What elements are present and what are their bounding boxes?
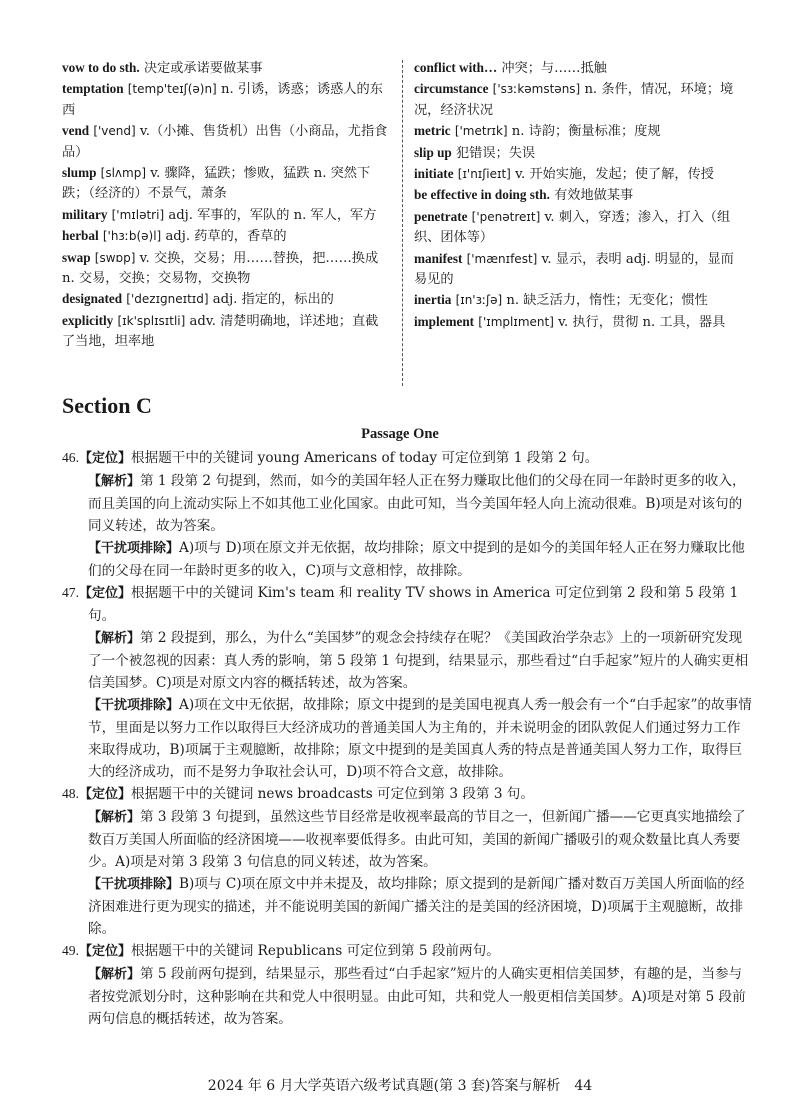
analysis-text: 第 2 段提到，那么，为什么“美国梦”的观念会持续存在呢？《美国政治学杂志》上的一项新研究发现了一个被忽视的因素：真人秀的影响，第 5 段第 1 句提到，结果显示，那些看过“白手起家”短片的人确实更相信美国梦。C)项是对原文内容的概括转述，故为答案。	[88, 630, 749, 691]
vocab-entry	[414, 79, 744, 121]
vocab-definition: 有效地做某事	[554, 188, 634, 204]
analysis-paragraph	[62, 963, 752, 1030]
vocab-definition: 犯错误；失误	[455, 145, 536, 161]
vocab-term: vend	[62, 123, 90, 139]
vocab-definition: adv. 清楚明确地，详述地；直截了当地，坦率地	[62, 313, 379, 350]
vocab-entry	[62, 226, 388, 247]
vocab-phonetic: [swɒp]	[94, 250, 136, 265]
vocab-entry	[414, 121, 744, 142]
vocab-phonetic: ['hɜːb(ə)l]	[102, 229, 162, 244]
question-locate	[62, 582, 752, 627]
vocab-term: manifest	[414, 250, 463, 266]
locate-tag: 【定位】	[79, 787, 132, 802]
locate-text: 根据题干中的关键词 Republicans 可定位到第 5 段前两句。	[131, 943, 500, 959]
vocab-phonetic: ['dezɪɡneɪtɪd]	[126, 292, 209, 307]
analysis-text: 第 3 段第 3 句提到，虽然这些节目经常是收视率最高的节目之一，但新闻广播——它更真实地描绘了数百万美国人所面临的经济困境——收视率要低得多。由此可知，美国的新闻广播吸引的观众数量比真人秀要少。A)项是对第 3 段第 3 句信息的同义转述，故为答案。	[88, 809, 746, 870]
vocab-term: initiate	[414, 166, 454, 182]
vocab-term: inertia	[414, 292, 452, 308]
vocab-definition: v. 骤降，猛跌；惨败，猛跌 n. 突然下跌；（经济的）不景气，萧条	[62, 166, 371, 202]
vocab-definition: 冲突；与……抵触	[501, 61, 607, 76]
vocab-entry	[62, 58, 388, 79]
vocab-entry	[414, 164, 744, 185]
vocab-term: conflict with…	[414, 60, 498, 75]
vocab-definition: v.（小摊、售货机）出售（小商品，尤指食品）	[62, 124, 388, 160]
distractor-text: A)项在文中无依据，故排除；原文中提到的是美国电视真人秀一般会有一个“白手起家”的故事情节，里面是以努力工作以取得巨大经济成功的普通美国人为主角的，并未说明金的团队敦促人们通过努力工作来取得成功，B)项属于主观臆断，故排除；原文中提到的是美国真人秀的特点是普通美国人努力工作，取得巨大的经济成功，而不是努力争取社会认可，D)项不符合文意，故排除。	[88, 697, 752, 780]
question-number: 47.	[62, 585, 79, 600]
analysis-paragraph	[62, 806, 752, 873]
analysis-text: 第 1 段第 2 句提到，然而，如今的美国年轻人正在努力赚取比他们的父母在同一年龄时更多的收入，而且美国的向上流动实际上不如其他工业化国家。由此可知，当今美国年轻人向上流动很难。B)项是对该句的同义转述，故为答案。	[88, 473, 746, 534]
vocab-definition: adj. 指定的，标出的	[212, 292, 334, 308]
vocab-term: implement	[414, 313, 475, 329]
vocabulary-list	[62, 58, 752, 388]
vocab-entry	[414, 249, 744, 291]
vocab-definition: n. 诗韵；衡量标准；度规	[511, 124, 661, 140]
locate-text: 根据题干中的关键词 news broadcasts 可定位到第 3 段第 3 句。	[131, 786, 534, 802]
vocab-definition: n. 缺乏活力，惰性；无变化；惯性	[506, 293, 708, 309]
vocab-definition: n. 条件，情况，环境；境况，经济状况	[414, 82, 734, 118]
vocab-phonetic: [slʌmp]	[100, 166, 147, 181]
column-divider	[402, 60, 403, 386]
locate-tag: 【定位】	[79, 586, 132, 601]
vocab-term: explicitly	[62, 312, 114, 328]
vocab-term: be effective in doing sth.	[414, 187, 550, 203]
vocab-definition: adj. 药草的，香草的	[165, 229, 287, 245]
answer-analysis	[62, 447, 752, 1030]
vocab-term: penetrate	[414, 208, 468, 224]
vocab-phonetic: ['mænɪfest]	[466, 251, 538, 266]
vocab-column-right	[414, 58, 744, 333]
vocab-phonetic: ['sɜːkəmstəns]	[492, 82, 581, 97]
vocab-definition: adj. 军事的，军队的 n. 军人，军方	[168, 207, 377, 223]
vocab-entry	[62, 248, 388, 290]
locate-tag: 【定位】	[79, 451, 132, 466]
vocab-term: designated	[62, 291, 123, 307]
analysis-tag: 【解析】	[88, 474, 141, 489]
vocab-phonetic: [ɪ'nɪʃieɪt]	[457, 167, 511, 182]
vocab-term: slump	[62, 165, 97, 181]
question-number: 46.	[62, 450, 79, 465]
vocab-phonetic: ['ɪmplɪment]	[478, 314, 554, 329]
vocab-phonetic: [ɪn'ɜːʃə]	[455, 293, 503, 308]
vocab-entry	[414, 185, 744, 206]
locate-text: 根据题干中的关键词 Kim's team 和 reality TV shows in America 可定位到第 2 段和第 5 段第 1 句。	[88, 585, 739, 624]
vocab-phonetic: [temp'teɪʃ(ə)n]	[127, 82, 217, 97]
vocab-phonetic: ['metrɪk]	[454, 124, 508, 139]
vocab-phonetic: [ɪk'splɪsɪtli]	[117, 313, 186, 328]
vocab-entry	[414, 143, 744, 164]
vocab-entry	[414, 207, 744, 249]
vocab-definition: n. 引诱，诱惑；诱惑人的东西	[62, 82, 383, 118]
vocab-term: temptation	[62, 81, 124, 97]
vocab-term: metric	[414, 123, 451, 139]
vocab-entry	[414, 290, 744, 311]
vocab-term: military	[62, 206, 108, 222]
vocab-entry	[414, 58, 744, 79]
vocab-entry	[62, 121, 388, 163]
vocab-definition: v. 刺入，穿透；渗入，打入（组织、团体等）	[414, 209, 731, 246]
distractor-paragraph	[62, 694, 752, 783]
vocab-definition: v. 显示，表明 adj. 明显的，显而易见的	[414, 251, 734, 288]
vocab-definition: v. 开始实施，发起；使了解，传授	[515, 167, 714, 183]
distractor-tag: 【干扰项排除】	[88, 541, 180, 556]
vocab-definition: 决定或承诺要做某事	[143, 61, 263, 76]
vocab-entry	[414, 312, 744, 333]
locate-text: 根据题干中的关键词 young Americans of today 可定位到第 1 段第 2 句。	[131, 450, 599, 466]
distractor-text: B)项与 C)项在原文中并未提及，故均排除；原文提到的是新闻广播对数百万美国人所面临的经济困难进行更为现实的描述，并不能说明美国的新闻广播关注的是美国的经济困境，D)项属于主观臆断，故排除。	[88, 876, 745, 937]
analysis-tag: 【解析】	[88, 631, 141, 646]
vocab-phonetic: ['vend]	[93, 124, 136, 139]
vocab-term: herbal	[62, 228, 99, 244]
vocab-entry	[62, 163, 388, 205]
vocab-entry	[62, 79, 388, 121]
analysis-tag: 【解析】	[88, 967, 141, 982]
analysis-tag: 【解析】	[88, 810, 141, 825]
distractor-paragraph	[62, 873, 752, 940]
vocab-phonetic: ['penətreɪt]	[471, 209, 541, 224]
page-footer: 2024 年 6 月大学英语六级考试真题(第 3 套)答案与解析 44	[207, 1078, 593, 1094]
vocab-term: swap	[62, 249, 91, 265]
vocab-entry	[62, 205, 388, 226]
distractor-tag: 【干扰项排除】	[88, 877, 180, 892]
distractor-paragraph	[62, 537, 752, 582]
question-number: 48.	[62, 786, 79, 801]
passage-title: Passage One	[361, 426, 439, 442]
vocab-term: circumstance	[414, 81, 489, 97]
question-number: 49.	[62, 943, 79, 958]
vocab-definition: v. 执行，贯彻 n. 工具，器具	[558, 314, 726, 330]
vocab-definition: v. 交换，交易；用……替换，把……换成 n. 交易，交换；交易物，交换物	[62, 250, 379, 287]
analysis-paragraph	[62, 627, 752, 694]
vocab-term: slip up	[414, 144, 452, 160]
analysis-paragraph	[62, 470, 752, 537]
question-locate	[62, 447, 752, 470]
section-title: Section C	[62, 393, 152, 418]
vocab-column-left	[62, 58, 388, 353]
analysis-text: 第 5 段前两句提到，结果显示，那些看过“白手起家”短片的人确实更相信美国梦，有趣的是，当参与者按党派划分时，这种影响在共和党人中很明显。由此可知，共和党人一般更相信美国梦。A)项是对第 5 段前两句信息的概括转述，故为答案。	[88, 966, 746, 1027]
distractor-text: A)项与 D)项在原文并无依据，故均排除；原文中提到的是如今的美国年轻人正在努力赚取比他们的父母在同一年龄时更多的收入，C)项与文意相悖，故排除。	[88, 540, 745, 579]
vocab-entry	[62, 289, 388, 310]
locate-tag: 【定位】	[79, 944, 132, 959]
question-locate	[62, 783, 752, 806]
vocab-phonetic: ['mɪlətri]	[111, 207, 165, 222]
vocab-entry	[62, 311, 388, 353]
vocab-term: vow to do sth.	[62, 60, 140, 75]
distractor-tag: 【干扰项排除】	[88, 698, 180, 713]
question-locate	[62, 940, 752, 963]
